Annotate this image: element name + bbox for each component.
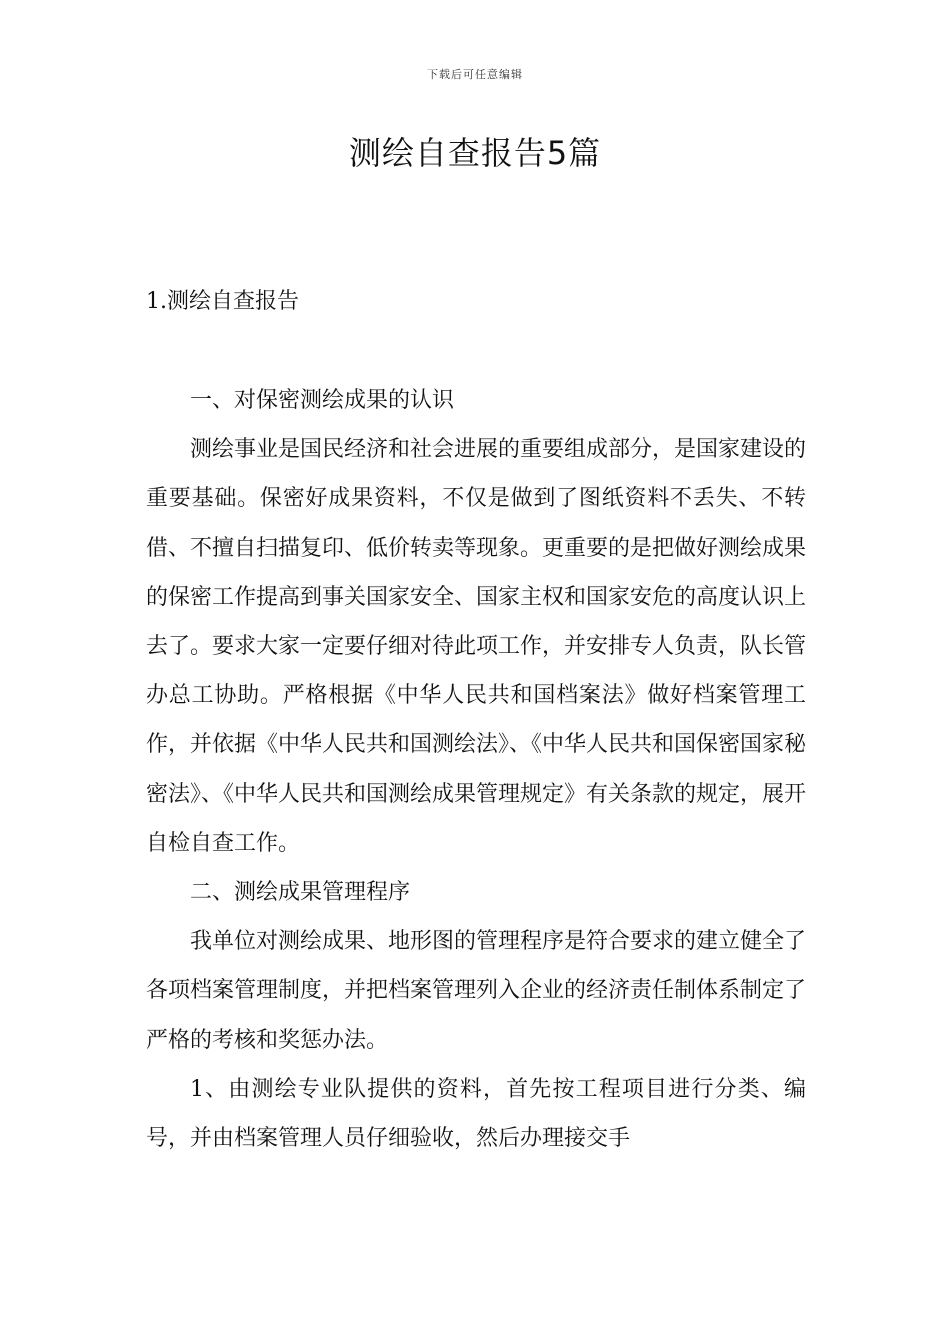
paragraph-2: 我单位对测绘成果、地形图的管理程序是符合要求的建立健全了各项档案管理制度，并把档案管理列入企业的经济责任制体系制定了严格的考核和奖惩办法。 — [146, 929, 807, 1053]
document-body — [146, 376, 806, 1163]
document-title: 测绘自查报告5篇 — [348, 134, 602, 172]
paragraph-1: 测绘事业是国民经济和社会进展的重要组成部分，是国家建设的重要基础。保密好成果资料，不仅是做到了图纸资料不丢失、不转借、不擅自扫描复印、低价转卖等现象。更重要的是把做好测绘成果的保密工作提高到事关国家安全、国家主权和国家安危的高度认识上去了。要求大家一定要仔细对待此项工作，并安排专人负责，队长管办总工协助。严格根据《中华人民共和国档案法》做好档案管理工作，并依据《中华人民共和国测绘法》、《中华人民共和国保密国家秘密法》、《中华人民共和国测绘成果管理规定》有关条款的规定，展开自检自查工作。 — [146, 437, 807, 856]
paragraph-3: 1、由测绘专业队提供的资料，首先按工程项目进行分类、编号，并由档案管理人员仔细验收，然后办理接交手 — [146, 1076, 806, 1152]
header-note: 下载后可任意编辑 — [427, 68, 523, 81]
section-heading: 1.测绘自查报告 — [146, 289, 299, 314]
subheading-2: 二、测绘成果管理程序 — [190, 880, 411, 906]
subheading-1: 一、对保密测绘成果的认识 — [190, 388, 455, 413]
